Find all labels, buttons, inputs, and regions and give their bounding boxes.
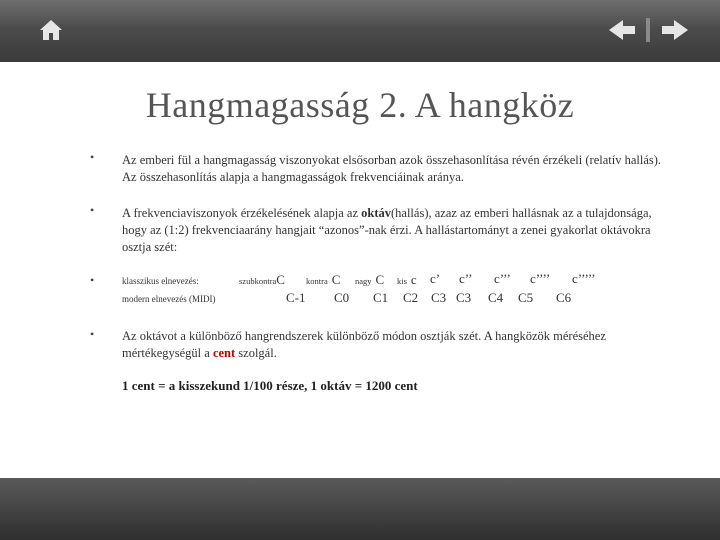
octave-classic-name xyxy=(239,271,285,289)
bullet-marker: • xyxy=(90,203,95,217)
octave-midi-name: C4 xyxy=(488,290,504,305)
octave-midi-name: C5 xyxy=(518,290,534,305)
nav-separator xyxy=(646,18,650,42)
bullet-text-4 xyxy=(122,328,662,362)
bullet-marker: • xyxy=(90,273,95,287)
octave-classic-big: C xyxy=(375,272,385,287)
octave-midi-name: C1 xyxy=(373,290,389,305)
octave-classic-name: c’ xyxy=(430,271,441,286)
octave-classic-big: c xyxy=(410,272,417,287)
octave-classic-name xyxy=(397,271,417,289)
bullet-2-pre: A frekvenciaviszonyok érzékelésének alapja az xyxy=(122,206,362,220)
bullet-4-post: szolgál. xyxy=(235,346,277,360)
midi-label: modern elnevezés (MIDI) xyxy=(122,294,216,304)
octave-classic-name: c’’’’’ xyxy=(572,271,596,286)
bullet-marker: • xyxy=(90,150,95,164)
octave-midi-name: C0 xyxy=(334,290,350,305)
cent-definition: 1 cent = a kisszekund 1/100 része, 1 oktáv = 1200 cent xyxy=(122,378,418,393)
bullet-text-1: Az emberi fül a hangmagasság viszonyokat elsősorban azok összehasonlítása révén érzékeli (relatív hallás). Az összehasonlítás alapja a hangmagasságok frekvenciáinak aránya. xyxy=(122,153,662,184)
bullet-4-pre: Az oktávot a különböző hangrendszerek különböző módon osztják szét. A hangközök méréséhez mértékegységül a xyxy=(122,329,606,360)
arrow-right-icon[interactable] xyxy=(660,18,690,42)
octave-classic-name xyxy=(355,271,384,289)
octave-classic-name: c’’’ xyxy=(494,271,511,286)
home-icon[interactable] xyxy=(38,18,64,42)
top-toolbar xyxy=(0,0,720,62)
bullet-marker: • xyxy=(90,327,95,341)
bullet-2-post: (hallás), azaz az emberi hallásnak az a tulajdonsága, hogy az (1:2) frekvenciaarány hangjait “azonos”-nak érzi. A hallástartományt a zenei gyakorlat oktávokra osztja szét: xyxy=(122,206,652,254)
octave-midi-name: C-1 xyxy=(286,290,306,305)
octave-classic-name: c’’’’ xyxy=(530,271,551,286)
slide-title: Hangmagasság 2. A hangköz xyxy=(145,85,575,125)
octave-classic-small: nagy xyxy=(355,276,372,286)
cent-highlight: cent xyxy=(212,346,236,360)
octave-classic-name: c’’ xyxy=(459,271,473,286)
octave-midi-name: C3 xyxy=(456,290,472,305)
bullet-2-bold: oktáv xyxy=(361,206,391,220)
octave-classic-small: kis xyxy=(397,276,407,286)
octave-midi-name: C3 xyxy=(431,290,447,305)
bottom-bar xyxy=(0,478,720,540)
octave-midi-name: C6 xyxy=(556,290,572,305)
classic-label: klasszikus elnevezés: xyxy=(122,276,199,286)
octave-midi-name: C2 xyxy=(403,290,419,305)
bullet-text-2 xyxy=(122,205,662,256)
octave-classic-big: C xyxy=(276,272,285,287)
octave-classic-small: kontra xyxy=(306,276,328,286)
octave-classic-big: C xyxy=(331,272,341,287)
octave-classic-small: szubkontra xyxy=(239,276,277,286)
octave-classic-name xyxy=(306,271,340,289)
arrow-left-icon[interactable] xyxy=(607,18,637,42)
